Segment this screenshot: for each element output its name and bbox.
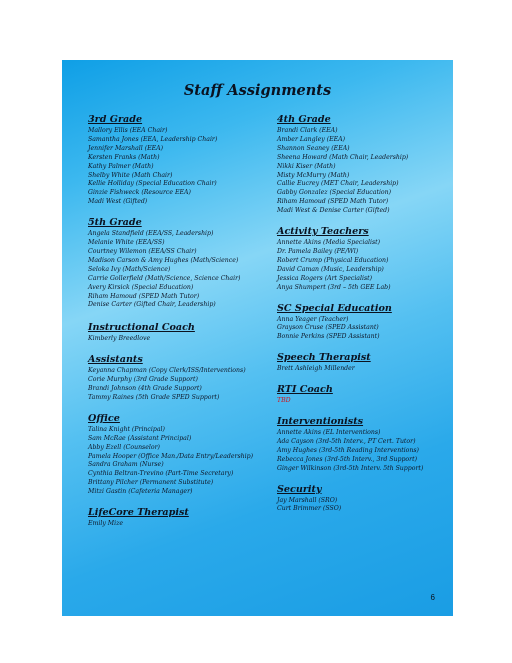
staff-assignments-page — [62, 60, 453, 616]
staff-entry: Mallory Ellis (EEA Chair) — [88, 127, 168, 134]
section-4th-grade — [277, 114, 449, 216]
section-activity-teachers — [277, 226, 449, 292]
staff-entry: Sam McRae (Assistant Principal) — [88, 434, 192, 442]
section-interventionists — [277, 416, 449, 474]
right-column — [277, 114, 449, 514]
staff-entry: Riham Hamoud (SPED Math Tutor) — [277, 198, 389, 206]
staff-entry: Curt Brimmer (SSO) — [277, 505, 342, 513]
staff-entry: Ginzie Fishweck (Resource EEA) — [88, 189, 191, 197]
section-heading: LifeCore Therapist — [88, 507, 189, 519]
staff-entry: Shelby White (Math Chair) — [88, 171, 173, 179]
staff-entry: Brandi Johnson (4th Grade Support) — [88, 385, 202, 393]
staff-entry: Jay Marshall (SRO) — [277, 496, 338, 504]
section-speech-therapist — [277, 352, 449, 374]
staff-entry: Anya Shumpert (3rd – 5th GEE Lab) — [277, 283, 391, 291]
staff-entry: Gabby Gonzalez (Special Education) — [277, 189, 392, 197]
section-office — [88, 413, 278, 497]
section-heading: 5th Grade — [88, 217, 142, 229]
staff-entry: Courtney Wilemon (EEA/SS Chair) — [88, 247, 197, 255]
staff-entry: Emily Mize — [88, 520, 124, 528]
page-title: Staff Assignments — [183, 82, 332, 99]
staff-entry: Brandi Clark (EEA) — [277, 127, 338, 134]
staff-entry: Kathy Palmer (Math) — [88, 162, 154, 170]
staff-entry: Robert Crump (Physical Education) — [277, 256, 389, 264]
page-number: 6 — [430, 593, 435, 602]
staff-entry: Corie Murphy (3rd Grade Support) — [88, 376, 198, 384]
staff-entry: David Caman (Music, Leadership) — [277, 265, 384, 273]
staff-entry: Dr. Pamela Bailey (PE/Wl) — [277, 247, 359, 255]
staff-entry: Kimberly Breedlove — [88, 335, 151, 343]
staff-entry: Madison Carson & Amy Hughes (Math/Science) — [88, 256, 239, 264]
staff-entry: Misty McMurry (Math) — [277, 171, 350, 179]
section-heading: Instructional Coach — [88, 322, 195, 334]
staff-entry: Denise Carter (Gifted Chair, Leadership) — [88, 301, 216, 309]
staff-entry: Madi West & Denise Carter (Gifted) — [277, 207, 390, 215]
staff-entry: Annette Akins (Media Specialist) — [277, 239, 381, 247]
section-security — [277, 484, 449, 515]
staff-entry: Jennifer Marshall (EEA) — [88, 144, 164, 152]
section-3rd-grade — [88, 114, 278, 207]
staff-entry: Callie Eucrey (MET Chair, Leadership) — [277, 180, 399, 188]
staff-entry: Sheena Howard (Math Chair, Leadership) — [277, 153, 409, 161]
section-heading: Office — [88, 412, 120, 424]
staff-entry: Keyanna Chapman (Copy Clerk/ISS/Interventions) — [88, 367, 246, 375]
staff-entry: Avery Kirsick (Special Education) — [88, 283, 194, 291]
staff-entry: Abby Ezell (Counselor) — [88, 443, 160, 451]
staff-entry: Anna Yeager (Teacher) — [277, 315, 349, 323]
section-heading: 3rd Grade — [88, 114, 143, 125]
staff-entry: Tammy Raines (5th Grade SPED Support) — [88, 393, 220, 401]
staff-entry: Bonnie Perkins (SPED Assistant) — [277, 333, 380, 341]
section-sc-special-education — [277, 303, 449, 343]
left-column — [88, 114, 278, 529]
staff-entry: Annette Akins (EL Interventions) — [277, 429, 381, 437]
section-heading: Activity Teachers — [277, 226, 369, 238]
staff-entry: Carrie Gollerfield (Math/Science, Science Chair) — [88, 274, 241, 282]
section-heading: Security — [277, 483, 322, 495]
staff-entry: TBD — [277, 397, 291, 405]
section-instructional-coach — [88, 322, 278, 344]
staff-entry: Rebecca Jones (3rd-5th Interv., 3rd Support) — [277, 455, 418, 463]
staff-entry: Pamela Hooper (Office Man./Data Entry/Leadership) — [88, 452, 254, 460]
staff-entry: Jessica Rogers (Art Specialist) — [277, 274, 373, 282]
section-heading: Interventionists — [277, 416, 364, 428]
staff-entry: Kellie Holliday (Special Education Chair) — [88, 180, 217, 188]
staff-entry: Sandra Graham (Nurse) — [88, 461, 164, 469]
section-assistants — [88, 354, 278, 403]
staff-entry: Talina Knight (Principal) — [88, 425, 165, 433]
staff-entry: Amy Hughes (3rd-5th Reading Interventions) — [277, 446, 419, 454]
section-rti-coach — [277, 384, 449, 406]
staff-entry: Grayson Cruse (SPED Assistant) — [277, 324, 379, 332]
staff-entry: Kersten Franks (Math) — [88, 153, 160, 161]
staff-entry: Ginger Wilkinson (3rd-5th Interv. 5th Support) — [277, 464, 424, 472]
staff-entry: Nikki Kiser (Math) — [277, 162, 336, 170]
staff-entry: Madi West (Gifted) — [88, 198, 148, 206]
section-heading: Assistants — [88, 354, 143, 366]
staff-entry: Amber Langley (EEA) — [277, 135, 346, 143]
staff-entry: Brittany Pilcher (Permanent Substitute) — [88, 479, 214, 487]
staff-entry: Melanie White (EEA/SS) — [88, 239, 165, 247]
staff-entry: Brett Ashleigh Millender — [277, 365, 355, 373]
staff-entry: Angela Standfield (EEA/SS, Leadership) — [88, 230, 214, 238]
section-heading: RTI Coach — [277, 384, 333, 396]
section-heading: 4th Grade — [277, 114, 331, 125]
section-5th-grade — [88, 217, 278, 310]
section-heading: Speech Therapist — [277, 352, 371, 364]
section-lifecore-therapist — [88, 507, 278, 529]
staff-entry: Seloka Ivy (Math/Science) — [88, 265, 171, 273]
staff-entry: Cynthia Beltran-Trevino (Part-Time Secretary) — [88, 470, 234, 478]
staff-entry: Shannon Seaney (EEA) — [277, 144, 350, 152]
staff-entry: Ada Cayson (3rd-5th Interv., PT Cert. Tutor) — [277, 437, 416, 445]
staff-entry: Samantha Jones (EEA, Leadership Chair) — [88, 135, 218, 143]
staff-entry: Riham Hamoud (SPED Math Tutor) — [88, 292, 200, 300]
section-heading: SC Special Education — [277, 302, 392, 314]
staff-entry: Mitzi Gastin (Cafeteria Manager) — [88, 488, 193, 496]
